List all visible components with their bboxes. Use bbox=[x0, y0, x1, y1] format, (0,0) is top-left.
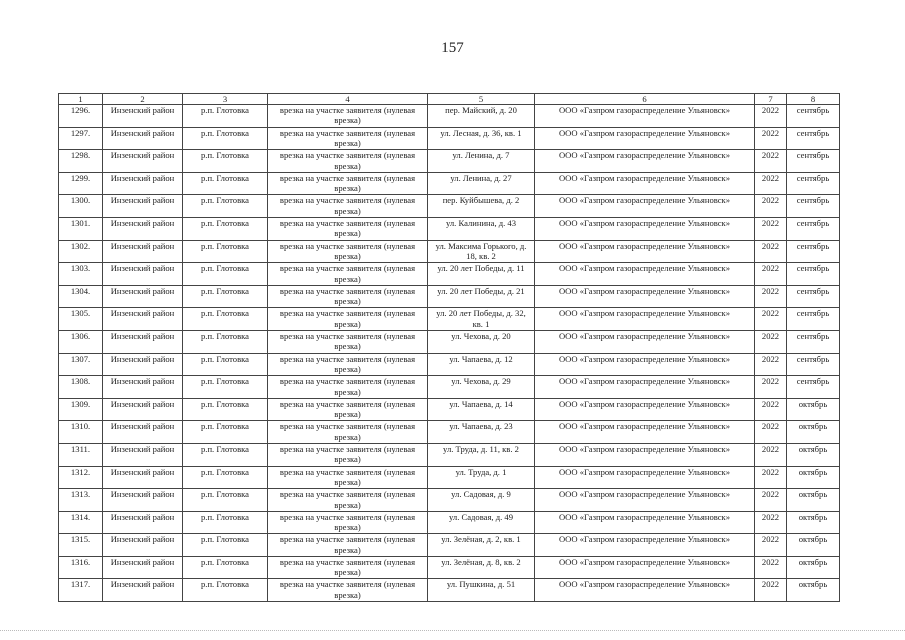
settlement-cell: р.п. Глотовка bbox=[183, 421, 268, 444]
month-cell: сентябрь bbox=[787, 330, 840, 353]
year-cell: 2022 bbox=[755, 263, 787, 286]
district-cell: Инзенский район bbox=[103, 376, 183, 399]
month-cell: октябрь bbox=[787, 466, 840, 489]
work-type-cell: врезка на участке заявителя (нулевая врезка) bbox=[268, 172, 428, 195]
scan-artifact-line bbox=[0, 630, 905, 633]
organization-cell: ООО «Газпром газораспределение Ульяновск» bbox=[535, 556, 755, 579]
table-row bbox=[59, 308, 840, 331]
month-cell: сентябрь bbox=[787, 308, 840, 331]
table-row bbox=[59, 489, 840, 512]
address-cell: ул. 20 лет Победы, д. 32, кв. 1 bbox=[428, 308, 535, 331]
year-cell: 2022 bbox=[755, 443, 787, 466]
organization-cell: ООО «Газпром газораспределение Ульяновск» bbox=[535, 105, 755, 128]
row-number: 1317. bbox=[59, 579, 103, 602]
organization-cell: ООО «Газпром газораспределение Ульяновск» bbox=[535, 195, 755, 218]
address-cell: ул. Зелёная, д. 8, кв. 2 bbox=[428, 556, 535, 579]
organization-cell: ООО «Газпром газораспределение Ульяновск» bbox=[535, 421, 755, 444]
organization-cell: ООО «Газпром газораспределение Ульяновск» bbox=[535, 217, 755, 240]
month-cell: сентябрь bbox=[787, 150, 840, 173]
year-cell: 2022 bbox=[755, 195, 787, 218]
year-cell: 2022 bbox=[755, 421, 787, 444]
work-type-cell: врезка на участке заявителя (нулевая врезка) bbox=[268, 240, 428, 263]
organization-cell: ООО «Газпром газораспределение Ульяновск» bbox=[535, 534, 755, 557]
row-number: 1301. bbox=[59, 217, 103, 240]
column-header: 4 bbox=[268, 94, 428, 105]
organization-cell: ООО «Газпром газораспределение Ульяновск» bbox=[535, 127, 755, 150]
row-number: 1297. bbox=[59, 127, 103, 150]
address-cell: ул. Труда, д. 11, кв. 2 bbox=[428, 443, 535, 466]
header-row bbox=[59, 94, 840, 105]
year-cell: 2022 bbox=[755, 466, 787, 489]
work-type-cell: врезка на участке заявителя (нулевая врезка) bbox=[268, 534, 428, 557]
district-cell: Инзенский район bbox=[103, 511, 183, 534]
row-number: 1302. bbox=[59, 240, 103, 263]
month-cell: октябрь bbox=[787, 534, 840, 557]
address-cell: ул. Чехова, д. 29 bbox=[428, 376, 535, 399]
year-cell: 2022 bbox=[755, 579, 787, 602]
work-type-cell: врезка на участке заявителя (нулевая врезка) bbox=[268, 217, 428, 240]
address-cell: ул. Чапаева, д. 23 bbox=[428, 421, 535, 444]
year-cell: 2022 bbox=[755, 489, 787, 512]
organization-cell: ООО «Газпром газораспределение Ульяновск» bbox=[535, 172, 755, 195]
address-cell: ул. Зелёная, д. 2, кв. 1 bbox=[428, 534, 535, 557]
row-number: 1310. bbox=[59, 421, 103, 444]
work-type-cell: врезка на участке заявителя (нулевая врезка) bbox=[268, 105, 428, 128]
work-type-cell: врезка на участке заявителя (нулевая врезка) bbox=[268, 398, 428, 421]
settlement-cell: р.п. Глотовка bbox=[183, 195, 268, 218]
month-cell: октябрь bbox=[787, 489, 840, 512]
row-number: 1303. bbox=[59, 263, 103, 286]
organization-cell: ООО «Газпром газораспределение Ульяновск» bbox=[535, 263, 755, 286]
month-cell: сентябрь bbox=[787, 240, 840, 263]
table-row bbox=[59, 195, 840, 218]
row-number: 1300. bbox=[59, 195, 103, 218]
month-cell: сентябрь bbox=[787, 263, 840, 286]
month-cell: октябрь bbox=[787, 398, 840, 421]
address-cell: ул. Ленина, д. 27 bbox=[428, 172, 535, 195]
settlement-cell: р.п. Глотовка bbox=[183, 308, 268, 331]
row-number: 1309. bbox=[59, 398, 103, 421]
row-number: 1314. bbox=[59, 511, 103, 534]
table-row bbox=[59, 172, 840, 195]
row-number: 1296. bbox=[59, 105, 103, 128]
column-header: 5 bbox=[428, 94, 535, 105]
table-row bbox=[59, 398, 840, 421]
district-cell: Инзенский район bbox=[103, 534, 183, 557]
district-cell: Инзенский район bbox=[103, 240, 183, 263]
address-cell: ул. Максима Горького, д. 18, кв. 2 bbox=[428, 240, 535, 263]
address-cell: ул. Ленина, д. 7 bbox=[428, 150, 535, 173]
row-number: 1305. bbox=[59, 308, 103, 331]
table-row bbox=[59, 150, 840, 173]
settlement-cell: р.п. Глотовка bbox=[183, 217, 268, 240]
settlement-cell: р.п. Глотовка bbox=[183, 398, 268, 421]
district-cell: Инзенский район bbox=[103, 127, 183, 150]
work-type-cell: врезка на участке заявителя (нулевая врезка) bbox=[268, 308, 428, 331]
column-header: 1 bbox=[59, 94, 103, 105]
work-type-cell: врезка на участке заявителя (нулевая врезка) bbox=[268, 330, 428, 353]
month-cell: октябрь bbox=[787, 443, 840, 466]
year-cell: 2022 bbox=[755, 556, 787, 579]
year-cell: 2022 bbox=[755, 330, 787, 353]
month-cell: сентябрь bbox=[787, 195, 840, 218]
year-cell: 2022 bbox=[755, 240, 787, 263]
table-row bbox=[59, 466, 840, 489]
row-number: 1313. bbox=[59, 489, 103, 512]
district-cell: Инзенский район bbox=[103, 263, 183, 286]
column-header: 7 bbox=[755, 94, 787, 105]
table-row bbox=[59, 443, 840, 466]
district-cell: Инзенский район bbox=[103, 195, 183, 218]
row-number: 1316. bbox=[59, 556, 103, 579]
organization-cell: ООО «Газпром газораспределение Ульяновск» bbox=[535, 330, 755, 353]
district-cell: Инзенский район bbox=[103, 308, 183, 331]
table-row bbox=[59, 534, 840, 557]
month-cell: сентябрь bbox=[787, 353, 840, 376]
work-type-cell: врезка на участке заявителя (нулевая врезка) bbox=[268, 195, 428, 218]
address-cell: ул. Лесная, д. 36, кв. 1 bbox=[428, 127, 535, 150]
month-cell: октябрь bbox=[787, 579, 840, 602]
address-cell: пер. Майский, д. 20 bbox=[428, 105, 535, 128]
district-cell: Инзенский район bbox=[103, 398, 183, 421]
table-row bbox=[59, 511, 840, 534]
month-cell: сентябрь bbox=[787, 376, 840, 399]
work-type-cell: врезка на участке заявителя (нулевая врезка) bbox=[268, 376, 428, 399]
month-cell: октябрь bbox=[787, 421, 840, 444]
settlement-cell: р.п. Глотовка bbox=[183, 443, 268, 466]
settlement-cell: р.п. Глотовка bbox=[183, 127, 268, 150]
year-cell: 2022 bbox=[755, 398, 787, 421]
row-number: 1308. bbox=[59, 376, 103, 399]
work-type-cell: врезка на участке заявителя (нулевая врезка) bbox=[268, 150, 428, 173]
month-cell: октябрь bbox=[787, 511, 840, 534]
table-row bbox=[59, 421, 840, 444]
row-number: 1304. bbox=[59, 285, 103, 308]
address-cell: ул. Калинина, д. 43 bbox=[428, 217, 535, 240]
organization-cell: ООО «Газпром газораспределение Ульяновск» bbox=[535, 579, 755, 602]
settlement-cell: р.п. Глотовка bbox=[183, 556, 268, 579]
year-cell: 2022 bbox=[755, 353, 787, 376]
address-cell: ул. Садовая, д. 49 bbox=[428, 511, 535, 534]
row-number: 1298. bbox=[59, 150, 103, 173]
address-cell: пер. Куйбышева, д. 2 bbox=[428, 195, 535, 218]
column-header: 3 bbox=[183, 94, 268, 105]
table-row bbox=[59, 579, 840, 602]
address-cell: ул. Чапаева, д. 14 bbox=[428, 398, 535, 421]
row-number: 1306. bbox=[59, 330, 103, 353]
organization-cell: ООО «Газпром газораспределение Ульяновск» bbox=[535, 353, 755, 376]
settlement-cell: р.п. Глотовка bbox=[183, 376, 268, 399]
year-cell: 2022 bbox=[755, 127, 787, 150]
work-type-cell: врезка на участке заявителя (нулевая врезка) bbox=[268, 127, 428, 150]
month-cell: сентябрь bbox=[787, 285, 840, 308]
table-row bbox=[59, 127, 840, 150]
district-cell: Инзенский район bbox=[103, 172, 183, 195]
row-number: 1299. bbox=[59, 172, 103, 195]
year-cell: 2022 bbox=[755, 534, 787, 557]
district-cell: Инзенский район bbox=[103, 489, 183, 512]
district-cell: Инзенский район bbox=[103, 353, 183, 376]
district-cell: Инзенский район bbox=[103, 579, 183, 602]
column-header: 6 bbox=[535, 94, 755, 105]
district-cell: Инзенский район bbox=[103, 217, 183, 240]
work-type-cell: врезка на участке заявителя (нулевая врезка) bbox=[268, 489, 428, 512]
settlement-cell: р.п. Глотовка bbox=[183, 466, 268, 489]
settlement-cell: р.п. Глотовка bbox=[183, 353, 268, 376]
year-cell: 2022 bbox=[755, 172, 787, 195]
table-row bbox=[59, 330, 840, 353]
table-row bbox=[59, 353, 840, 376]
settlement-cell: р.п. Глотовка bbox=[183, 511, 268, 534]
month-cell: сентябрь bbox=[787, 127, 840, 150]
district-cell: Инзенский район bbox=[103, 421, 183, 444]
column-header: 8 bbox=[787, 94, 840, 105]
district-cell: Инзенский район bbox=[103, 330, 183, 353]
settlement-cell: р.п. Глотовка bbox=[183, 579, 268, 602]
month-cell: сентябрь bbox=[787, 172, 840, 195]
table-row bbox=[59, 105, 840, 128]
year-cell: 2022 bbox=[755, 217, 787, 240]
table-row bbox=[59, 240, 840, 263]
district-cell: Инзенский район bbox=[103, 556, 183, 579]
row-number: 1315. bbox=[59, 534, 103, 557]
district-cell: Инзенский район bbox=[103, 443, 183, 466]
column-header: 2 bbox=[103, 94, 183, 105]
work-type-cell: врезка на участке заявителя (нулевая врезка) bbox=[268, 466, 428, 489]
organization-cell: ООО «Газпром газораспределение Ульяновск» bbox=[535, 443, 755, 466]
month-cell: октябрь bbox=[787, 556, 840, 579]
work-type-cell: врезка на участке заявителя (нулевая врезка) bbox=[268, 556, 428, 579]
district-cell: Инзенский район bbox=[103, 150, 183, 173]
settlement-cell: р.п. Глотовка bbox=[183, 172, 268, 195]
settlement-cell: р.п. Глотовка bbox=[183, 105, 268, 128]
organization-cell: ООО «Газпром газораспределение Ульяновск» bbox=[535, 511, 755, 534]
district-cell: Инзенский район bbox=[103, 105, 183, 128]
district-cell: Инзенский район bbox=[103, 285, 183, 308]
address-cell: ул. Чапаева, д. 12 bbox=[428, 353, 535, 376]
work-type-cell: врезка на участке заявителя (нулевая врезка) bbox=[268, 511, 428, 534]
settlement-cell: р.п. Глотовка bbox=[183, 330, 268, 353]
organization-cell: ООО «Газпром газораспределение Ульяновск» bbox=[535, 150, 755, 173]
address-cell: ул. Садовая, д. 9 bbox=[428, 489, 535, 512]
settlement-cell: р.п. Глотовка bbox=[183, 285, 268, 308]
month-cell: сентябрь bbox=[787, 105, 840, 128]
year-cell: 2022 bbox=[755, 285, 787, 308]
work-type-cell: врезка на участке заявителя (нулевая врезка) bbox=[268, 263, 428, 286]
page-number: 157 bbox=[441, 40, 464, 56]
row-number: 1312. bbox=[59, 466, 103, 489]
table-row bbox=[59, 285, 840, 308]
work-type-cell: врезка на участке заявителя (нулевая врезка) bbox=[268, 579, 428, 602]
table-row bbox=[59, 556, 840, 579]
month-cell: сентябрь bbox=[787, 217, 840, 240]
row-number: 1311. bbox=[59, 443, 103, 466]
year-cell: 2022 bbox=[755, 376, 787, 399]
address-cell: ул. Пушкина, д. 51 bbox=[428, 579, 535, 602]
organization-cell: ООО «Газпром газораспределение Ульяновск» bbox=[535, 308, 755, 331]
year-cell: 2022 bbox=[755, 105, 787, 128]
row-number: 1307. bbox=[59, 353, 103, 376]
gas-connection-table bbox=[58, 93, 840, 602]
work-type-cell: врезка на участке заявителя (нулевая врезка) bbox=[268, 285, 428, 308]
work-type-cell: врезка на участке заявителя (нулевая врезка) bbox=[268, 353, 428, 376]
settlement-cell: р.п. Глотовка bbox=[183, 489, 268, 512]
organization-cell: ООО «Газпром газораспределение Ульяновск» bbox=[535, 240, 755, 263]
year-cell: 2022 bbox=[755, 308, 787, 331]
settlement-cell: р.п. Глотовка bbox=[183, 240, 268, 263]
table-row bbox=[59, 217, 840, 240]
table-row bbox=[59, 263, 840, 286]
organization-cell: ООО «Газпром газораспределение Ульяновск» bbox=[535, 285, 755, 308]
work-type-cell: врезка на участке заявителя (нулевая врезка) bbox=[268, 421, 428, 444]
work-type-cell: врезка на участке заявителя (нулевая врезка) bbox=[268, 443, 428, 466]
address-cell: ул. Чехова, д. 20 bbox=[428, 330, 535, 353]
table-row bbox=[59, 376, 840, 399]
settlement-cell: р.п. Глотовка bbox=[183, 263, 268, 286]
year-cell: 2022 bbox=[755, 511, 787, 534]
address-cell: ул. 20 лет Победы, д. 11 bbox=[428, 263, 535, 286]
district-cell: Инзенский район bbox=[103, 466, 183, 489]
organization-cell: ООО «Газпром газораспределение Ульяновск» bbox=[535, 398, 755, 421]
organization-cell: ООО «Газпром газораспределение Ульяновск» bbox=[535, 489, 755, 512]
year-cell: 2022 bbox=[755, 150, 787, 173]
organization-cell: ООО «Газпром газораспределение Ульяновск» bbox=[535, 376, 755, 399]
organization-cell: ООО «Газпром газораспределение Ульяновск» bbox=[535, 466, 755, 489]
settlement-cell: р.п. Глотовка bbox=[183, 150, 268, 173]
address-cell: ул. Труда, д. 1 bbox=[428, 466, 535, 489]
settlement-cell: р.п. Глотовка bbox=[183, 534, 268, 557]
address-cell: ул. 20 лет Победы, д. 21 bbox=[428, 285, 535, 308]
